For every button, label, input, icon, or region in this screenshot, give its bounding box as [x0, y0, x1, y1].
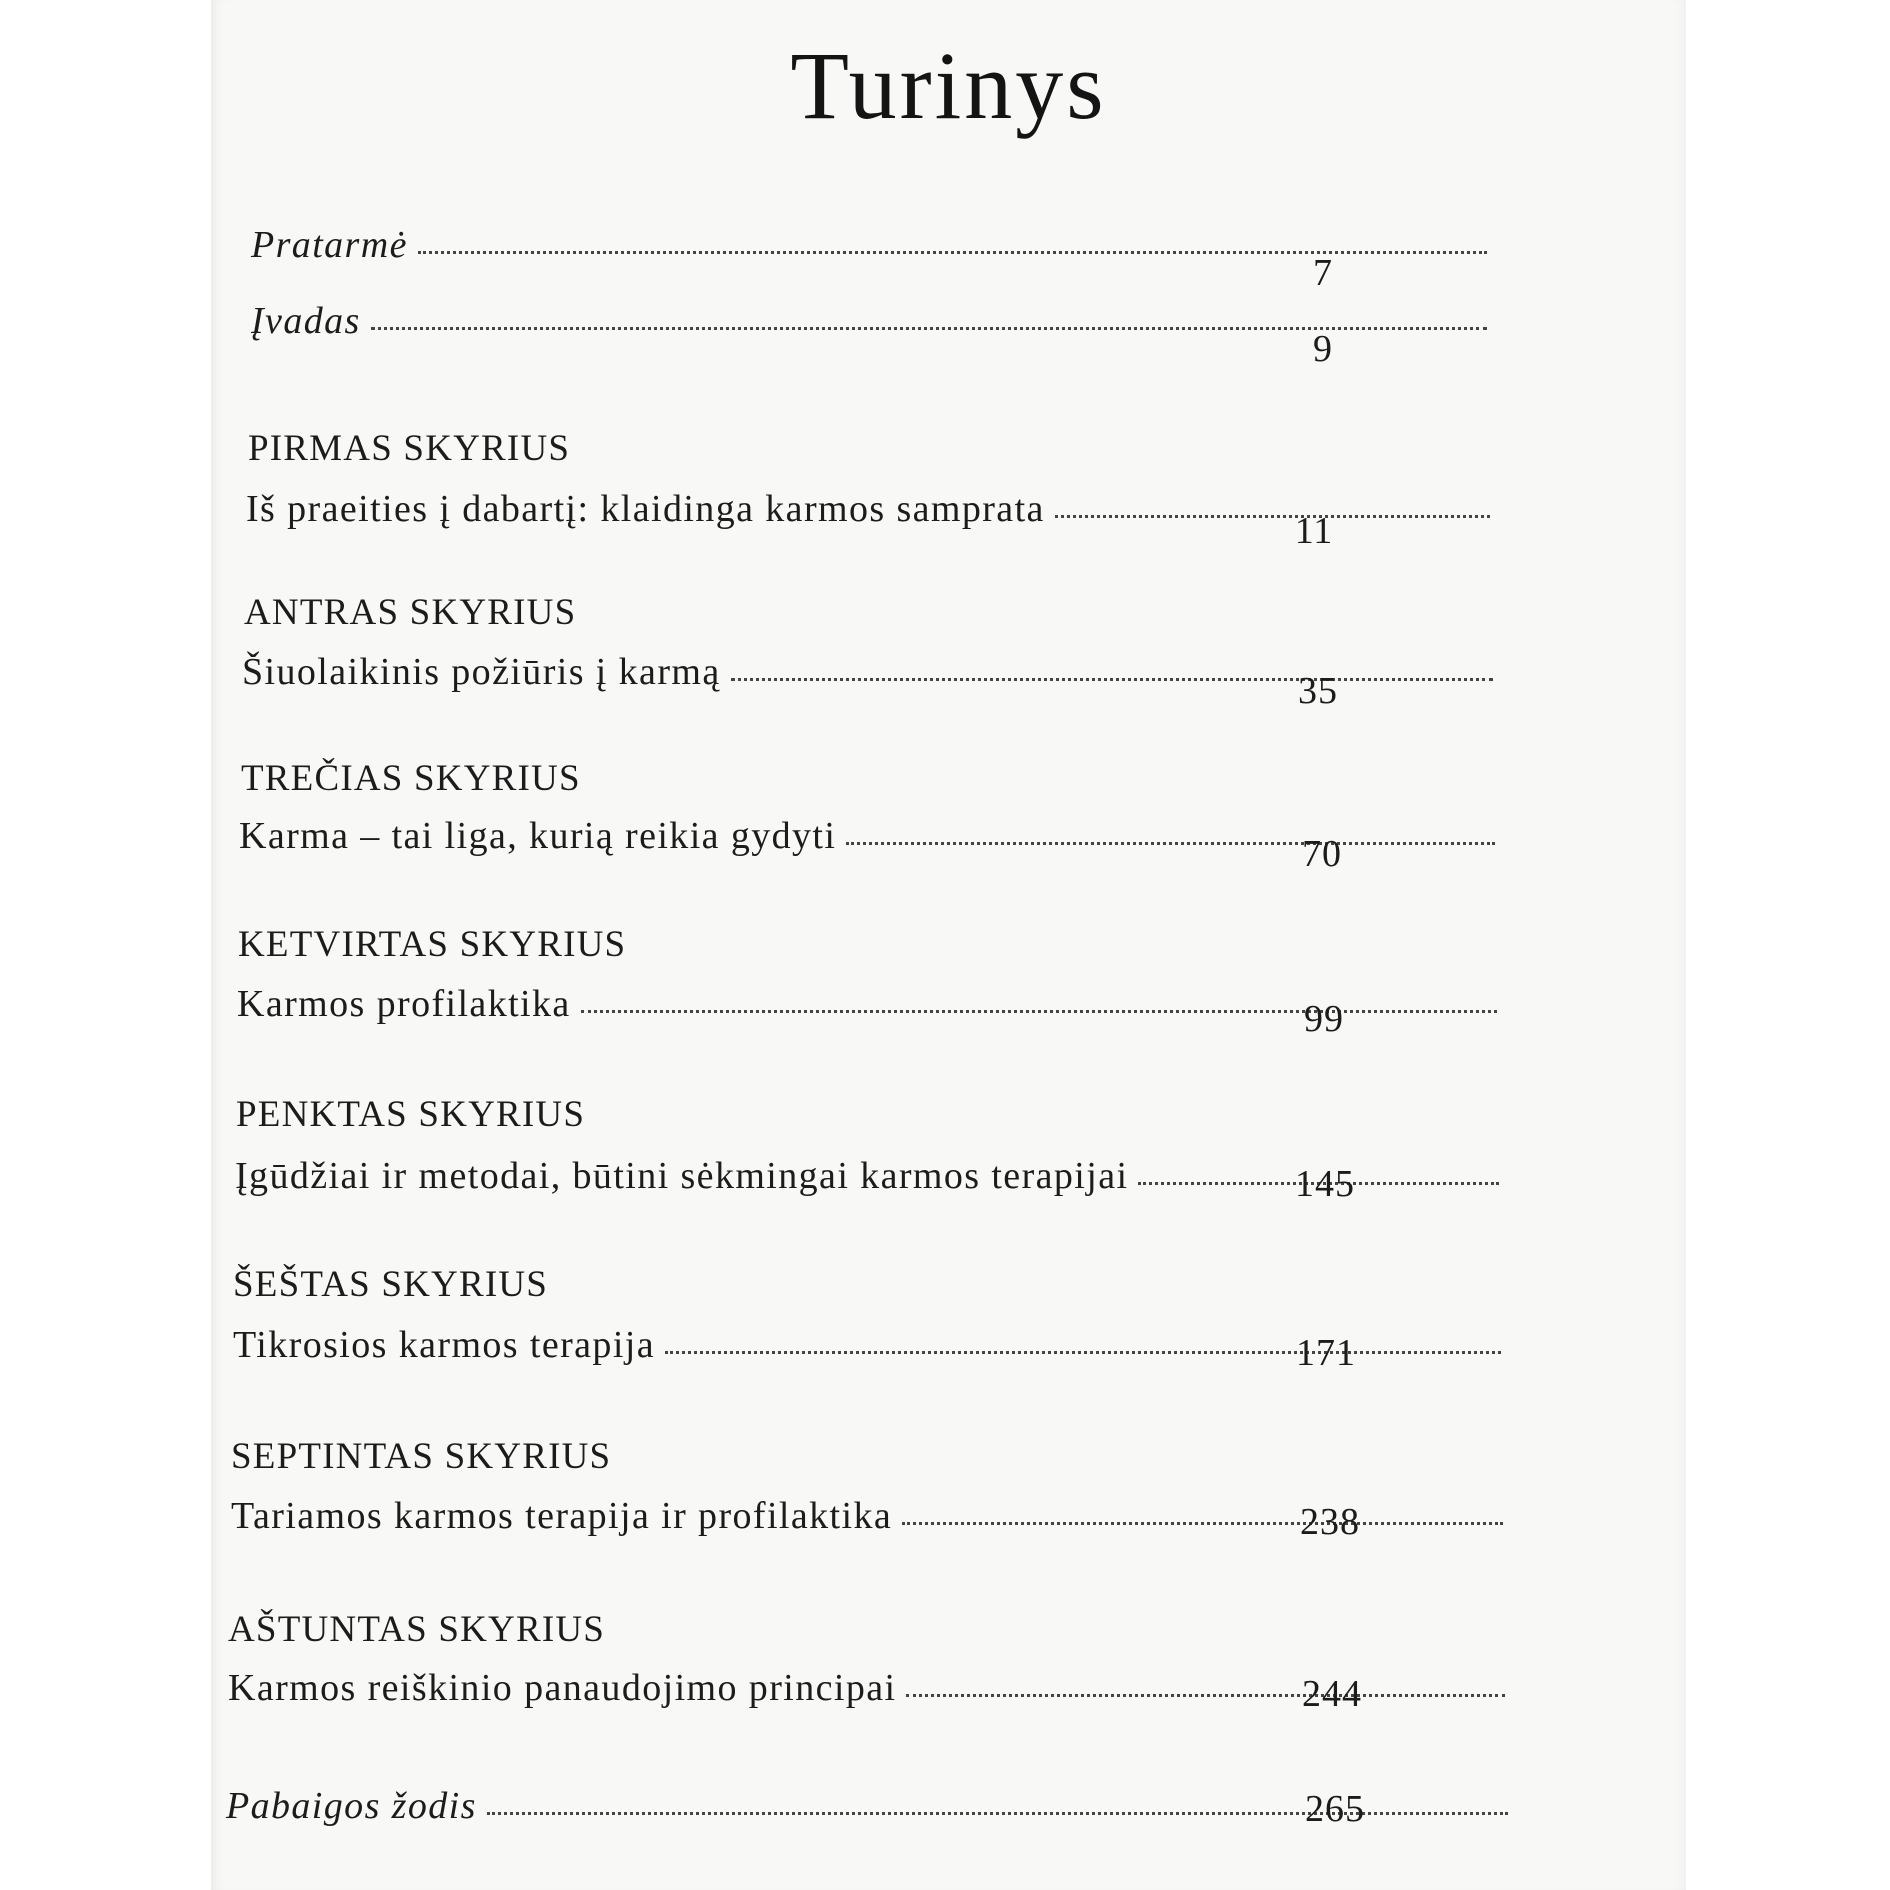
chapter-heading: PENKTAS SKYRIUS — [236, 1094, 586, 1135]
toc-entry-label: Tikrosios karmos terapija — [233, 1324, 656, 1366]
toc-entry-label: Karmos reiškinio panaudojimo principai — [228, 1667, 897, 1709]
chapter-heading: ANTRAS SKYRIUS — [244, 592, 577, 633]
dot-leader — [731, 678, 1493, 681]
toc-page-number: 70 — [1302, 833, 1342, 875]
toc-entry-label: Pratarmė — [251, 224, 408, 266]
chapter-heading: ŠEŠTAS SKYRIUS — [233, 1264, 549, 1305]
toc-page-number: 265 — [1305, 1788, 1365, 1830]
dot-leader — [902, 1522, 1503, 1525]
toc-entry-label: Įvadas — [251, 300, 361, 342]
toc-entry-label: Karmos profilaktika — [237, 983, 571, 1025]
dot-leader — [906, 1694, 1505, 1697]
chapter-heading: TREČIAS SKYRIUS — [241, 758, 581, 799]
chapter-heading: SEPTINTAS SKYRIUS — [231, 1436, 612, 1477]
chapter-heading: KETVIRTAS SKYRIUS — [238, 924, 627, 965]
toc-page-number: 11 — [1294, 510, 1334, 552]
toc-entry-label: Įgūdžiai ir metodai, būtini sėkmingai karmos terapijai — [235, 1155, 1129, 1197]
toc-page-number: 145 — [1295, 1163, 1355, 1205]
dot-leader — [846, 842, 1495, 845]
toc-page-number: 7 — [1313, 252, 1333, 294]
toc-entry-label: Pabaigos žodis — [226, 1785, 477, 1827]
chapter-heading: PIRMAS SKYRIUS — [248, 428, 571, 469]
toc-page-number: 171 — [1296, 1332, 1356, 1374]
toc-page-number: 9 — [1313, 328, 1333, 370]
toc-entry-label: Šiuolaikinis požiūris į karmą — [242, 651, 721, 693]
page-title: Turinys — [790, 32, 1107, 139]
toc-page-number: 238 — [1300, 1501, 1360, 1543]
book-page — [211, 0, 1686, 1890]
toc-entry-label: Tariamos karmos terapija ir profilaktika — [231, 1495, 893, 1537]
toc-page-number: 99 — [1304, 998, 1344, 1040]
toc-page-number: 244 — [1302, 1673, 1362, 1715]
chapter-heading: AŠTUNTAS SKYRIUS — [228, 1609, 606, 1650]
toc-entry-label: Karma – tai liga, kurią reikia gydyti — [239, 815, 837, 857]
toc-entry-label: Iš praeities į dabartį: klaidinga karmos samprata — [246, 488, 1045, 530]
toc-page-number: 35 — [1298, 670, 1338, 712]
